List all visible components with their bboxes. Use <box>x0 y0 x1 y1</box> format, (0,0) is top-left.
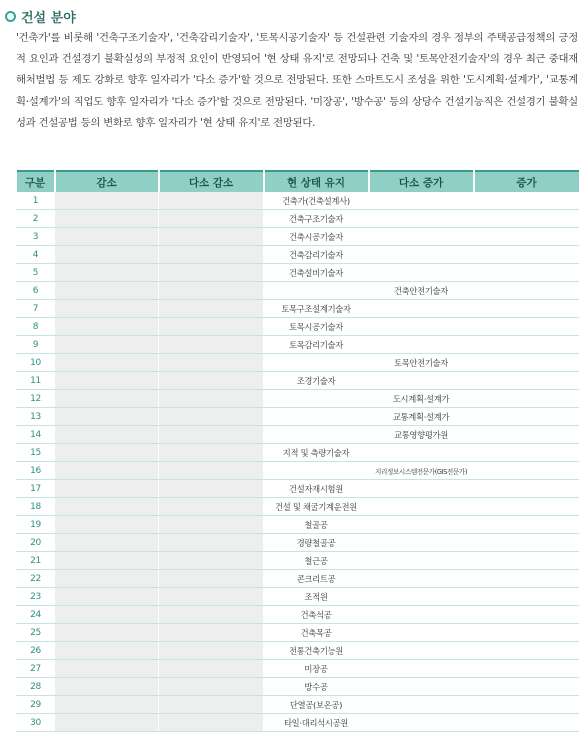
cell-slight-decrease <box>159 624 264 642</box>
cell-increase <box>474 462 579 480</box>
cell-increase <box>474 480 579 498</box>
cell-slight-decrease <box>159 354 264 372</box>
cell-decrease <box>55 462 159 480</box>
cell-slight-decrease <box>159 516 264 534</box>
row-number: 28 <box>17 678 55 696</box>
table-row <box>17 570 579 588</box>
cell-slight-decrease <box>159 714 264 732</box>
cell-maintain: 토목시공기술자 <box>264 318 369 336</box>
cell-decrease <box>55 534 159 552</box>
cell-slight-decrease <box>159 696 264 714</box>
forecast-table-container <box>16 170 578 732</box>
cell-slight-increase <box>369 300 474 318</box>
cell-maintain <box>264 354 369 372</box>
table-row <box>17 390 579 408</box>
cell-decrease <box>55 354 159 372</box>
cell-decrease <box>55 498 159 516</box>
cell-slight-increase <box>369 642 474 660</box>
cell-slight-increase <box>369 444 474 462</box>
section-title-text: 건설 분야 <box>21 10 76 26</box>
cell-slight-decrease <box>159 372 264 390</box>
row-number: 5 <box>17 264 55 282</box>
row-number: 2 <box>17 210 55 228</box>
table-row <box>17 516 579 534</box>
table-row <box>17 642 579 660</box>
cell-slight-increase <box>369 570 474 588</box>
row-number: 9 <box>17 336 55 354</box>
cell-decrease <box>55 192 159 210</box>
table-row <box>17 282 579 300</box>
cell-slight-decrease <box>159 408 264 426</box>
cell-increase <box>474 210 579 228</box>
row-number: 22 <box>17 570 55 588</box>
cell-slight-decrease <box>159 642 264 660</box>
cell-maintain: 건설자재시험원 <box>264 480 369 498</box>
table-row <box>17 444 579 462</box>
cell-increase <box>474 228 579 246</box>
cell-increase <box>474 408 579 426</box>
cell-slight-decrease <box>159 660 264 678</box>
cell-slight-increase <box>369 336 474 354</box>
cell-slight-increase <box>369 264 474 282</box>
cell-increase <box>474 354 579 372</box>
cell-slight-decrease <box>159 552 264 570</box>
cell-maintain: 건축설비기술자 <box>264 264 369 282</box>
cell-maintain <box>264 462 369 480</box>
cell-increase <box>474 318 579 336</box>
cell-maintain: 지적 및 측량기술자 <box>264 444 369 462</box>
table-row <box>17 264 579 282</box>
row-number: 8 <box>17 318 55 336</box>
cell-decrease <box>55 318 159 336</box>
row-number: 18 <box>17 498 55 516</box>
cell-slight-decrease <box>159 228 264 246</box>
cell-maintain: 방수공 <box>264 678 369 696</box>
cell-increase <box>474 444 579 462</box>
cell-decrease <box>55 426 159 444</box>
cell-slight-increase <box>369 696 474 714</box>
cell-maintain: 건축구조기술자 <box>264 210 369 228</box>
row-number: 6 <box>17 282 55 300</box>
cell-decrease <box>55 552 159 570</box>
table-row <box>17 678 579 696</box>
cell-maintain: 경량철골공 <box>264 534 369 552</box>
cell-increase <box>474 714 579 732</box>
header-slight-increase: 다소 증가 <box>369 171 474 192</box>
cell-maintain: 건축가(건축설계사) <box>264 192 369 210</box>
cell-maintain: 토목구조설계기술자 <box>264 300 369 318</box>
cell-decrease <box>55 696 159 714</box>
cell-slight-decrease <box>159 678 264 696</box>
table-row <box>17 228 579 246</box>
cell-slight-increase <box>369 192 474 210</box>
table-row <box>17 660 579 678</box>
table-row <box>17 606 579 624</box>
header-slight-decrease: 다소 감소 <box>159 171 264 192</box>
cell-maintain <box>264 282 369 300</box>
table-row <box>17 696 579 714</box>
cell-increase <box>474 624 579 642</box>
cell-slight-increase <box>369 606 474 624</box>
cell-maintain: 조경기술자 <box>264 372 369 390</box>
cell-increase <box>474 606 579 624</box>
cell-maintain: 타일·대리석시공원 <box>264 714 369 732</box>
cell-maintain: 철골공 <box>264 516 369 534</box>
row-number: 1 <box>17 192 55 210</box>
cell-increase <box>474 570 579 588</box>
cell-slight-increase: 토목안전기술자 <box>369 354 474 372</box>
header-category: 구분 <box>17 171 55 192</box>
cell-slight-decrease <box>159 534 264 552</box>
row-number: 7 <box>17 300 55 318</box>
table-row <box>17 408 579 426</box>
cell-increase <box>474 696 579 714</box>
section-title <box>5 6 76 26</box>
cell-decrease <box>55 642 159 660</box>
cell-increase <box>474 552 579 570</box>
cell-decrease <box>55 246 159 264</box>
cell-increase <box>474 678 579 696</box>
cell-increase <box>474 372 579 390</box>
cell-increase <box>474 660 579 678</box>
cell-slight-decrease <box>159 390 264 408</box>
cell-slight-increase <box>369 534 474 552</box>
cell-slight-decrease <box>159 246 264 264</box>
table-row <box>17 714 579 732</box>
cell-decrease <box>55 480 159 498</box>
row-number: 23 <box>17 588 55 606</box>
table-row <box>17 462 579 480</box>
row-number: 29 <box>17 696 55 714</box>
cell-increase <box>474 642 579 660</box>
cell-maintain: 콘크리트공 <box>264 570 369 588</box>
cell-maintain: 건축감리기술자 <box>264 246 369 264</box>
cell-increase <box>474 300 579 318</box>
cell-decrease <box>55 282 159 300</box>
row-number: 30 <box>17 714 55 732</box>
cell-slight-decrease <box>159 426 264 444</box>
cell-decrease <box>55 714 159 732</box>
cell-slight-decrease <box>159 606 264 624</box>
cell-increase <box>474 390 579 408</box>
cell-increase <box>474 336 579 354</box>
cell-slight-increase <box>369 246 474 264</box>
cell-slight-decrease <box>159 588 264 606</box>
cell-slight-increase <box>369 372 474 390</box>
row-number: 17 <box>17 480 55 498</box>
cell-increase <box>474 246 579 264</box>
cell-increase <box>474 516 579 534</box>
cell-maintain: 건설 및 채굴기계운전원 <box>264 498 369 516</box>
cell-slight-decrease <box>159 336 264 354</box>
cell-slight-decrease <box>159 210 264 228</box>
cell-maintain: 건축목공 <box>264 624 369 642</box>
cell-increase <box>474 534 579 552</box>
cell-maintain: 미장공 <box>264 660 369 678</box>
cell-maintain <box>264 408 369 426</box>
cell-slight-increase <box>369 318 474 336</box>
row-number: 15 <box>17 444 55 462</box>
cell-decrease <box>55 390 159 408</box>
table-row <box>17 300 579 318</box>
cell-decrease <box>55 264 159 282</box>
cell-decrease <box>55 606 159 624</box>
cell-maintain: 철근공 <box>264 552 369 570</box>
cell-decrease <box>55 408 159 426</box>
cell-decrease <box>55 678 159 696</box>
cell-decrease <box>55 210 159 228</box>
table-row <box>17 192 579 210</box>
cell-slight-increase <box>369 552 474 570</box>
row-number: 12 <box>17 390 55 408</box>
table-row <box>17 210 579 228</box>
table-row <box>17 498 579 516</box>
cell-maintain: 토목감리기술자 <box>264 336 369 354</box>
cell-decrease <box>55 624 159 642</box>
cell-slight-decrease <box>159 570 264 588</box>
cell-increase <box>474 426 579 444</box>
row-number: 19 <box>17 516 55 534</box>
cell-slight-decrease <box>159 444 264 462</box>
cell-slight-increase: 도시계획·설계가 <box>369 390 474 408</box>
cell-slight-decrease <box>159 462 264 480</box>
header-increase: 증가 <box>474 171 579 192</box>
table-body <box>17 192 579 732</box>
row-number: 4 <box>17 246 55 264</box>
cell-decrease <box>55 336 159 354</box>
cell-slight-increase: 지리정보시스템전문가(GIS전문가) <box>369 462 474 480</box>
row-number: 13 <box>17 408 55 426</box>
cell-slight-increase <box>369 660 474 678</box>
row-number: 26 <box>17 642 55 660</box>
cell-slight-decrease <box>159 318 264 336</box>
row-number: 27 <box>17 660 55 678</box>
table-header-row <box>17 171 579 192</box>
table-row <box>17 534 579 552</box>
forecast-table <box>16 170 579 732</box>
cell-decrease <box>55 588 159 606</box>
header-decrease: 감소 <box>55 171 159 192</box>
cell-slight-increase: 교통영향평가원 <box>369 426 474 444</box>
cell-slight-decrease <box>159 480 264 498</box>
header-maintain: 현 상태 유지 <box>264 171 369 192</box>
row-number: 24 <box>17 606 55 624</box>
cell-increase <box>474 264 579 282</box>
table-row <box>17 354 579 372</box>
cell-decrease <box>55 516 159 534</box>
row-number: 21 <box>17 552 55 570</box>
cell-maintain: 전통건축기능원 <box>264 642 369 660</box>
cell-slight-increase <box>369 588 474 606</box>
cell-maintain <box>264 390 369 408</box>
cell-slight-increase: 교통계획·설계가 <box>369 408 474 426</box>
cell-slight-decrease <box>159 282 264 300</box>
cell-slight-increase <box>369 480 474 498</box>
cell-decrease <box>55 300 159 318</box>
table-row <box>17 246 579 264</box>
table-row <box>17 318 579 336</box>
cell-maintain: 건축시공기술자 <box>264 228 369 246</box>
cell-slight-increase: 건축안전기술자 <box>369 282 474 300</box>
row-number: 3 <box>17 228 55 246</box>
row-number: 14 <box>17 426 55 444</box>
cell-slight-decrease <box>159 264 264 282</box>
cell-slight-increase <box>369 228 474 246</box>
cell-increase <box>474 282 579 300</box>
table-row <box>17 552 579 570</box>
circle-bullet-icon <box>5 11 16 22</box>
row-number: 10 <box>17 354 55 372</box>
cell-slight-increase <box>369 678 474 696</box>
cell-slight-increase <box>369 714 474 732</box>
cell-increase <box>474 588 579 606</box>
cell-maintain: 건축석공 <box>264 606 369 624</box>
cell-decrease <box>55 228 159 246</box>
row-number: 25 <box>17 624 55 642</box>
table-row <box>17 426 579 444</box>
cell-slight-increase <box>369 498 474 516</box>
row-number: 20 <box>17 534 55 552</box>
cell-slight-decrease <box>159 192 264 210</box>
cell-slight-decrease <box>159 498 264 516</box>
cell-slight-increase <box>369 516 474 534</box>
cell-maintain <box>264 426 369 444</box>
cell-slight-increase <box>369 624 474 642</box>
cell-decrease <box>55 372 159 390</box>
cell-decrease <box>55 570 159 588</box>
table-row <box>17 336 579 354</box>
cell-increase <box>474 192 579 210</box>
table-row <box>17 624 579 642</box>
table-row <box>17 480 579 498</box>
row-number: 11 <box>17 372 55 390</box>
cell-maintain: 조적원 <box>264 588 369 606</box>
cell-decrease <box>55 444 159 462</box>
cell-increase <box>474 498 579 516</box>
table-row <box>17 588 579 606</box>
table-row <box>17 372 579 390</box>
cell-slight-decrease <box>159 300 264 318</box>
intro-paragraph: '건축가'를 비롯해 '건축구조기술자', '건축감리기술자', '토목시공기술자' 등 건설관련 기술자의 경우 정부의 주택공급정책의 긍정적 요인과 건설경기 불확실성의 부정적 요인이 반영되어 '현 상태 유지'로 전망되나 건축 및 '토목안전기술자'의 경우 최근 중대재해처벌법 등 제도 강화로 향후 일자리가 '다소 증가'할 것으로 전망된다. 또한 스마트도시 조성을 위한 '도시계획·설계가', '교통계획·설계가'의 직업도 향후 일자리가 '다소 증가'할 것으로 전망된다. '미장공', '방수공' 등의 상당수 건설기능직은 건설경기 불확실성과 건설공법 등의 변화로 향후 일자리가 '현 상태 유지'로 전망된다. <box>16 32 578 129</box>
cell-decrease <box>55 660 159 678</box>
cell-slight-increase <box>369 210 474 228</box>
row-number: 16 <box>17 462 55 480</box>
cell-maintain: 단열공(보온공) <box>264 696 369 714</box>
